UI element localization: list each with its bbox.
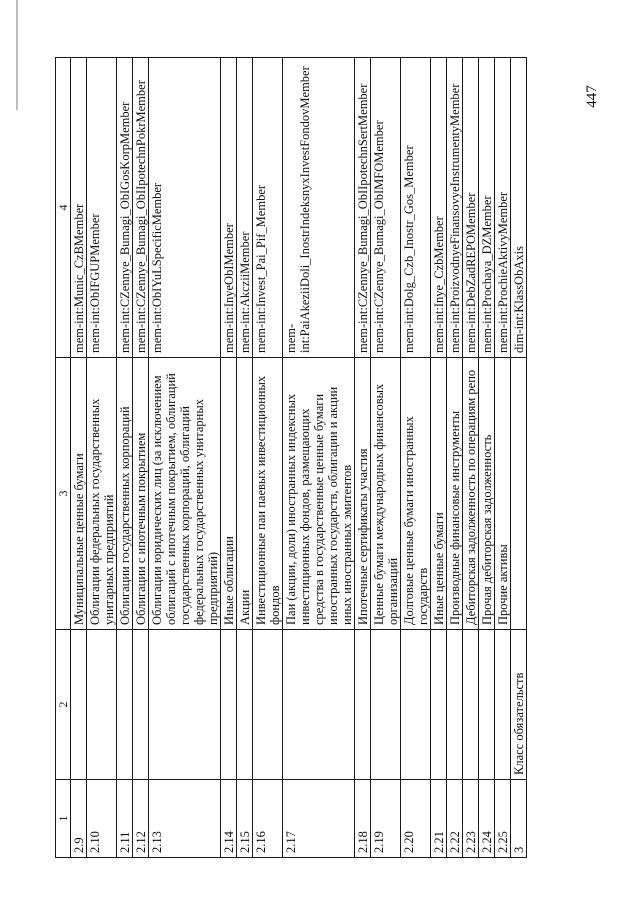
table-row [463,58,479,858]
row-type-cell [149,630,221,780]
row-element-cell: mem-int:ProizvodnyeFinansovyeInstrumentyMember [447,58,463,358]
table-row [495,58,511,858]
row-element-cell: mem-int:ObIYuLSpecificMember [149,58,221,358]
row-element-cell: mem-int:CZennye_Bumagi_ObIIpotechnPokrMember [133,58,149,358]
row-element-cell: mem-int:Munic_CzBMember [71,58,87,358]
row-element-cell: mem-int:DebZadREPOMember [463,58,479,358]
row-type-cell [221,630,237,780]
row-element-cell: mem-int:ProchieAktivyMember [495,58,511,358]
table-row [371,58,401,858]
row-type-cell [463,630,479,780]
table-row [479,58,495,858]
row-type-cell [117,630,133,780]
row-number-cell: 2.15 [237,780,253,858]
row-number-cell: 2.13 [149,780,221,858]
rotated-page-content [55,58,595,858]
row-type-cell [495,630,511,780]
row-element-cell: mem-int:CZennye_Bumagi_ObIIpotechnSertMember [355,58,371,358]
table-row [447,58,463,858]
row-element-cell: mem-int:Invest_Pai_Pif_Member [253,58,283,358]
row-element-cell: mem-int:InyeObIMember [221,58,237,358]
row-number-cell: 2.17 [283,780,355,858]
row-type-cell: Класс обязательств [511,630,527,780]
row-type-cell [479,630,495,780]
row-element-cell: mem-int:Dolg_Czb_Inostr_Gos_Member [401,58,431,358]
binding-edge-mark [16,0,18,110]
table-row [71,58,87,858]
row-type-cell [87,630,117,780]
row-type-cell [447,630,463,780]
table-row [117,58,133,858]
row-number-cell: 2.10 [87,780,117,858]
row-element-cell: mem-int:AkcziiMember [237,58,253,358]
row-name-cell: Облигации государственных корпораций [117,358,133,630]
table-row [511,58,527,858]
row-number-cell: 3 [511,780,527,858]
row-name-cell: Прочая дебиторская задолженность [479,358,495,630]
row-type-cell [355,630,371,780]
row-element-cell: mem-int:ObIFGUPMember [87,58,117,358]
table-row [237,58,253,858]
row-element-cell: mem-int:Prochaya_DZMember [479,58,495,358]
row-element-cell: mem-int:CZennye_Bumagi_ObIGosKorpMember [117,58,133,358]
table-row [283,58,355,858]
table-row [253,58,283,858]
row-name-cell: Паи (акции, доли) иностранных индексных инвестиционных фондов, размещающих средства в государственные ценные бумаги иностранных государств, облигации и акции иных иностранных эмитентов [283,358,355,630]
row-type-cell [237,630,253,780]
row-name-cell: Облигации федеральных государственных унитарных предприятий [87,358,117,630]
row-element-cell: mem-int:CZennye_Bumagi_ObIMFOMember [371,58,401,358]
row-type-cell [283,630,355,780]
table-row [355,58,371,858]
header-cell-4: 4 [56,58,71,358]
row-name-cell [511,358,527,630]
row-name-cell: Акции [237,358,253,630]
row-number-cell: 2.14 [221,780,237,858]
page-number: 447 [583,85,600,108]
row-name-cell: Иные облигации [221,358,237,630]
table-row [149,58,221,858]
row-number-cell: 2.25 [495,780,511,858]
row-number-cell: 2.23 [463,780,479,858]
row-number-cell: 2.24 [479,780,495,858]
row-type-cell [71,630,87,780]
row-number-cell: 2.21 [431,780,447,858]
table-row [401,58,431,858]
header-cell-2: 2 [56,630,71,780]
table-row [87,58,117,858]
row-type-cell [371,630,401,780]
row-element-cell: mem-int:Inye_CzbMember [431,58,447,358]
members-table [55,57,527,858]
row-type-cell [133,630,149,780]
row-name-cell: Долговые ценные бумаги иностранных государств [401,358,431,630]
row-name-cell: Облигации юридических лиц (за исключением облигаций с ипотечным покрытием, облигаций государственных корпораций, облигаций федеральных государственных унитарных предприятий) [149,358,221,630]
row-name-cell: Облигации с ипотечным покрытием [133,358,149,630]
row-type-cell [401,630,431,780]
row-type-cell [253,630,283,780]
row-number-cell: 2.9 [71,780,87,858]
row-element-cell: dim-int:KlassObAxis [511,58,527,358]
table-row [431,58,447,858]
row-name-cell: Инвестиционные паи паевых инвестиционных фондов [253,358,283,630]
row-number-cell: 2.11 [117,780,133,858]
row-name-cell: Прочие активы [495,358,511,630]
row-number-cell: 2.16 [253,780,283,858]
header-cell-1: 1 [56,780,71,858]
row-type-cell [431,630,447,780]
table-header-row [56,58,71,858]
row-number-cell: 2.20 [401,780,431,858]
row-name-cell: Ценные бумаги международных финансовых организаций [371,358,401,630]
row-name-cell: Дебиторская задолженность по операциям репо [463,358,479,630]
row-name-cell: Производные финансовые инструменты [447,358,463,630]
row-number-cell: 2.19 [371,780,401,858]
row-name-cell: Муниципальные ценные бумаги [71,358,87,630]
table-row [221,58,237,858]
row-element-cell: mem-int:PaiAkeziiDoli_InostrIndeksnyxInvestFondovMember [283,58,355,358]
row-number-cell: 2.18 [355,780,371,858]
row-number-cell: 2.22 [447,780,463,858]
row-name-cell: Иные ценные бумаги [431,358,447,630]
header-cell-3: 3 [56,358,71,630]
row-name-cell: Ипотечные сертификаты участия [355,358,371,630]
row-number-cell: 2.12 [133,780,149,858]
table-row [133,58,149,858]
